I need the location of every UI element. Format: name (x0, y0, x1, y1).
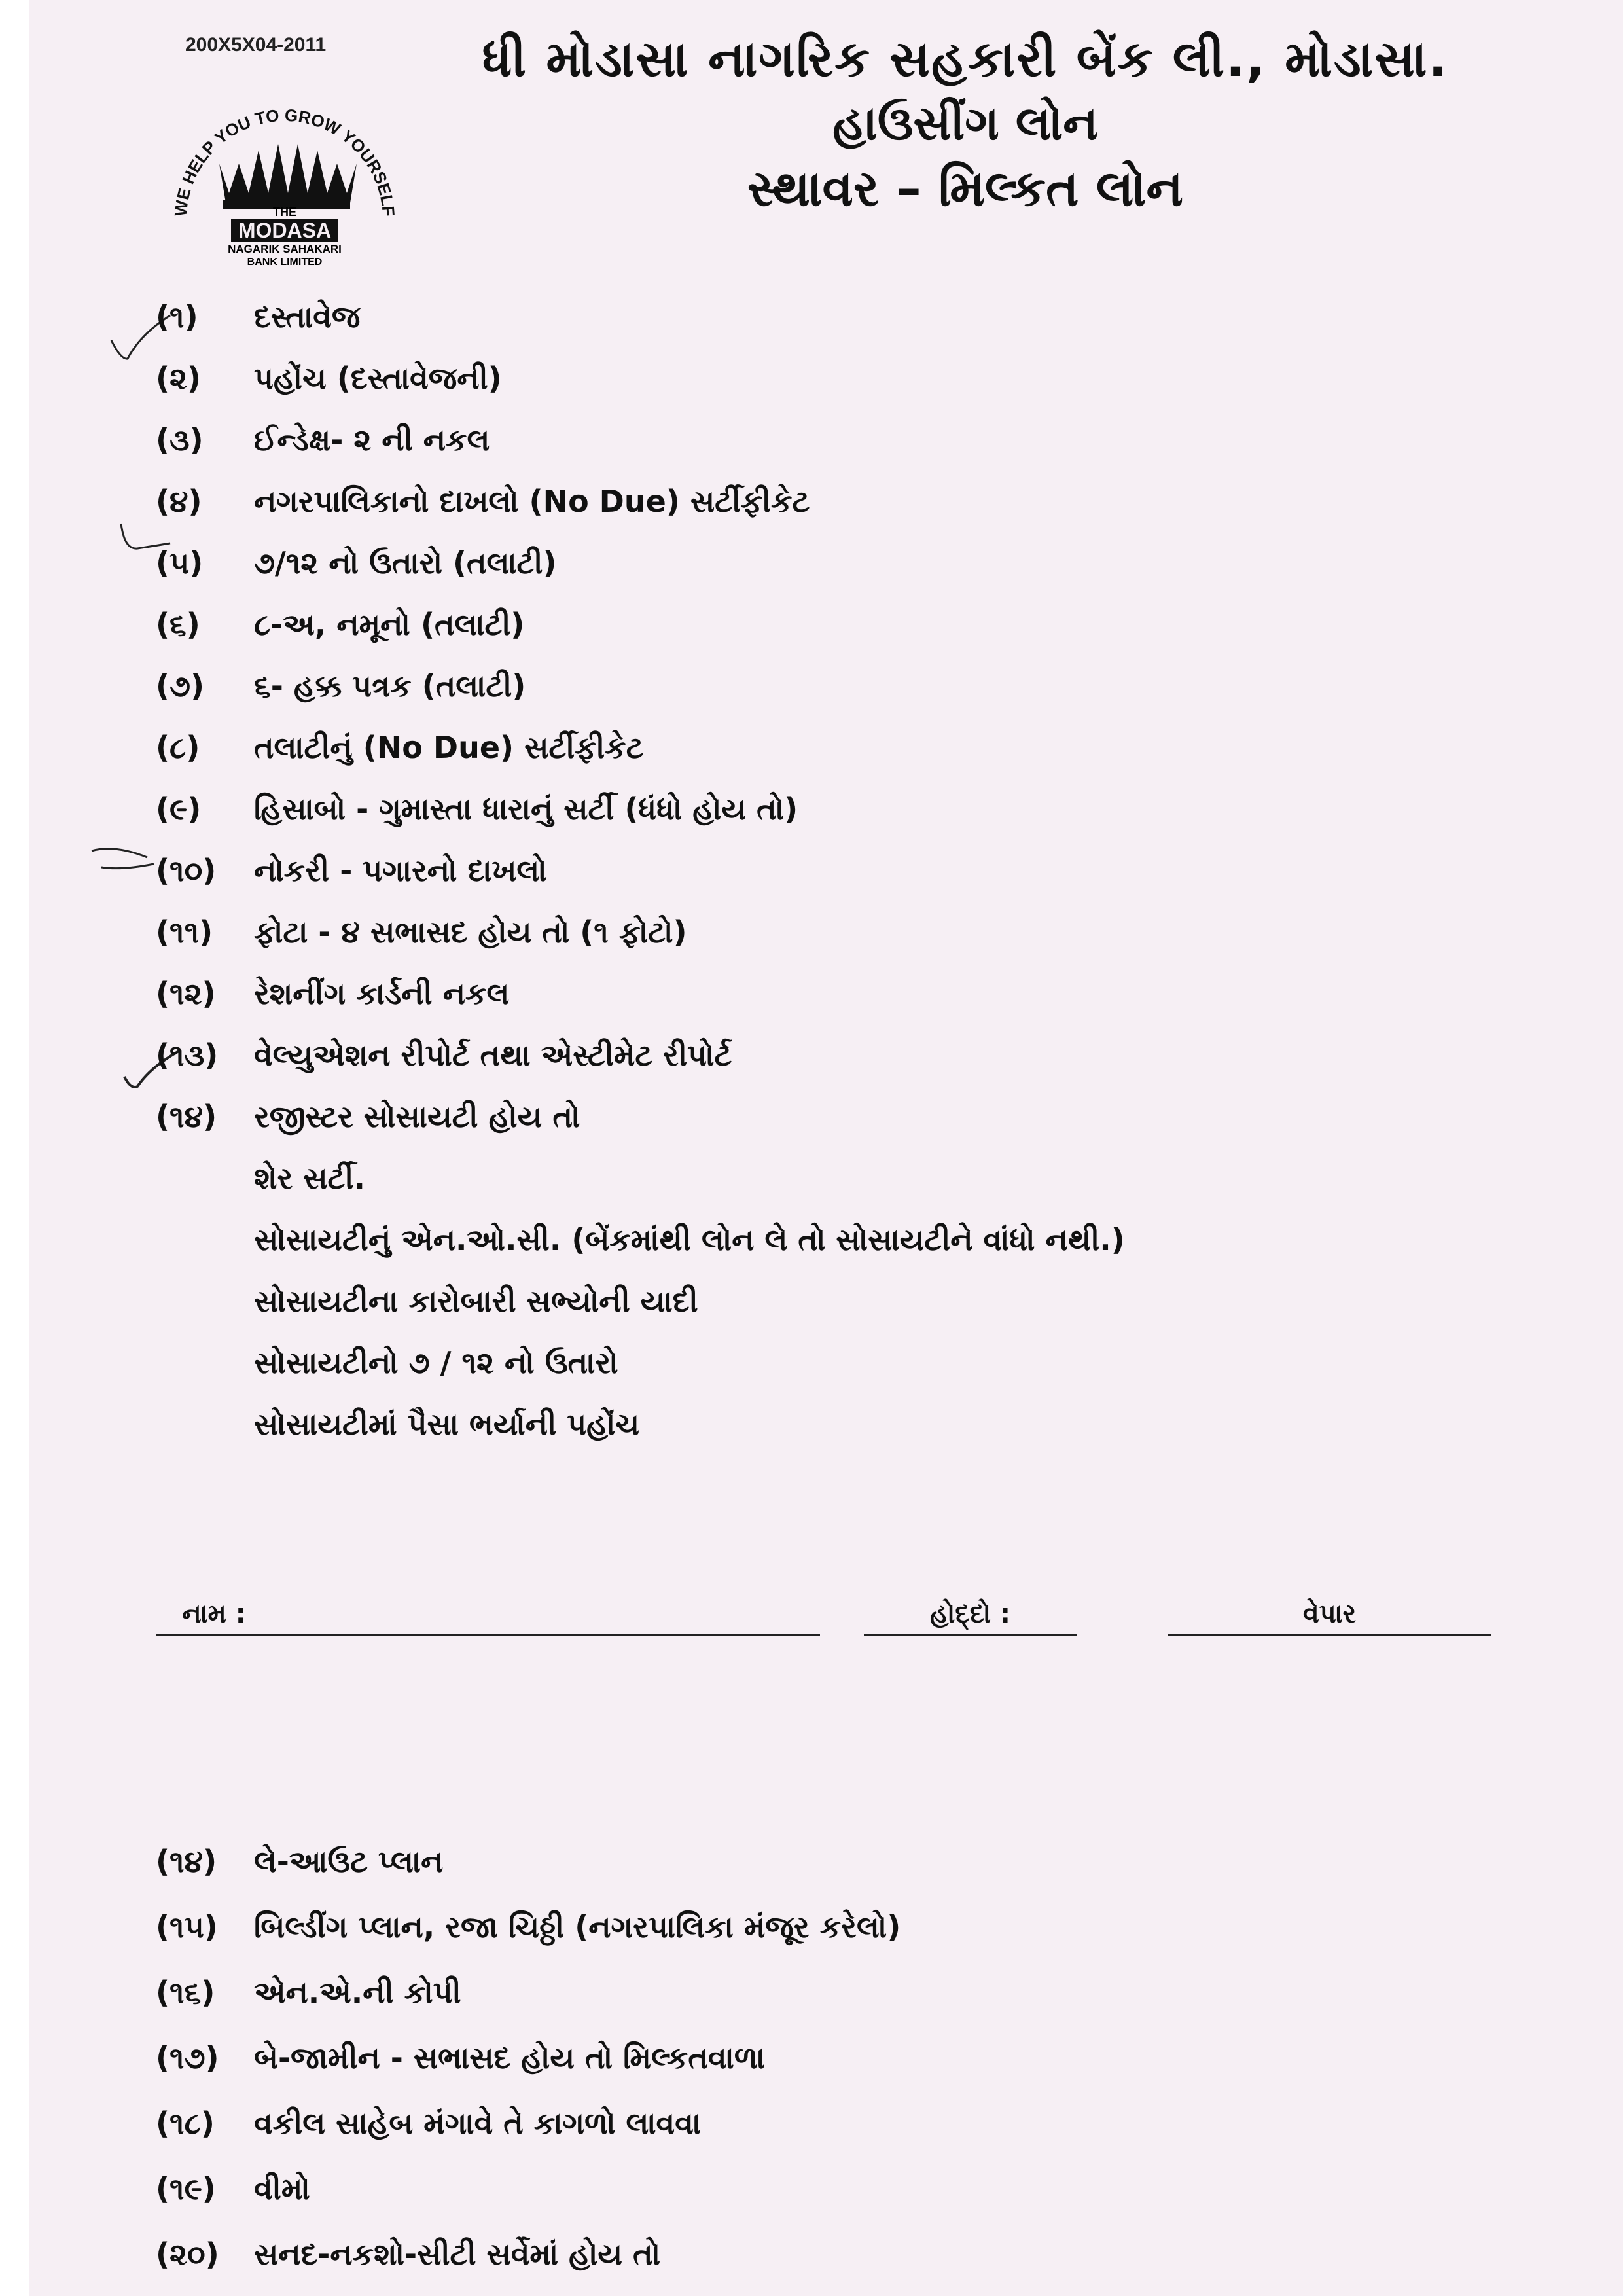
list-item (156, 2029, 765, 2088)
list-item (156, 288, 360, 347)
list-item (156, 780, 798, 839)
list-item (156, 534, 556, 593)
society-subitem: શેર સર્ટી. (254, 1160, 365, 1196)
sunburst-icon (219, 144, 357, 209)
list-item (156, 657, 526, 716)
logo-sub1: NAGARIK SAHAKARI (228, 243, 342, 255)
item-text: પહોંચ (દસ્તાવેજની) (254, 361, 502, 396)
list-item (156, 1088, 580, 1147)
logo-name: MODASA (238, 219, 332, 242)
item-text: નગરપાલિકાનો દાખલો (No Due) સર્ટીફીકેટ (254, 484, 810, 519)
item-number: (૧) (156, 299, 198, 334)
item-text: બે-જામીન - સભાસદ હોય તો મિલ્કતવાળા (254, 2040, 765, 2075)
list-item (156, 2160, 310, 2219)
signature-row (156, 1584, 1491, 1636)
item-number: (૧૫) (156, 1909, 218, 1945)
item-number: (૧૪) (156, 1844, 217, 1879)
name-label: નામ : (182, 1599, 246, 1629)
document-header (393, 26, 1538, 221)
item-text: લે-આઉટ પ્લાન (254, 1844, 444, 1879)
item-text: વીમો (254, 2171, 310, 2206)
list-item (156, 473, 810, 531)
item-text: નોકરી - પગારનો દાખલો (254, 853, 547, 888)
list-item (156, 1833, 443, 1892)
bank-title: ધી મોડાસા નાગરિક સહકારી બેંક લી., મોડાસા. (482, 29, 1449, 88)
scan-page-edge (0, 0, 29, 2296)
item-number: (૭) (156, 668, 205, 704)
item-text: સનદ-નકશો-સીટી સર્વેમાં હોય તો (254, 2236, 661, 2272)
item-text: ૭/૧૨ નો ઉતારો (તલાટી) (254, 545, 557, 581)
item-number: (૧૪) (156, 1099, 217, 1134)
item-text: વકીલ સાહેબ મંગાવે તે કાગળો લાવવા (254, 2106, 702, 2141)
list-item (156, 350, 502, 408)
designation-field (864, 1590, 1077, 1636)
item-number: (૪) (156, 484, 202, 519)
item-number: (૧૦) (156, 853, 217, 888)
list-item (156, 596, 524, 655)
society-subitem: સોસાયટીમાં પૈસા ભર્યાની પહોંચ (254, 1407, 640, 1442)
list-item (156, 411, 490, 470)
item-number: (૧૭) (156, 2040, 219, 2075)
item-number: (૨) (156, 361, 202, 396)
list-item (156, 1898, 901, 1957)
list-item (156, 965, 509, 1024)
item-number: (૫) (156, 545, 204, 581)
item-number: (૧૯) (156, 2171, 216, 2206)
bank-logo (160, 79, 409, 268)
item-number: (૧૬) (156, 1975, 215, 2010)
society-subitem: સોસાયટીનો ૭ / ૧૨ નો ઉતારો (254, 1345, 618, 1380)
form-code: 200X5X04-2011 (185, 34, 327, 56)
society-subitem: સોસાયટીના કારોબારી સભ્યોની યાદી (254, 1283, 698, 1319)
item-text: હિસાબો - ગુમાસ્તા ધારાનું સર્ટી (ધંધો હોય તો) (254, 791, 798, 827)
item-text: તલાટીનું (No Due) સર્ટીફીકેટ (254, 730, 644, 765)
item-number: (૨૦) (156, 2236, 219, 2272)
item-text: બિલ્ડીંગ પ્લાન, રજા ચિઠ્ઠી (નગરપાલિકા મંજૂર કરેલો) (254, 1909, 901, 1945)
property-loan-title: સ્થાવર – મિલ્કત લોન (747, 159, 1184, 217)
item-number: (૧૩) (156, 1037, 219, 1073)
item-number: (૩) (156, 422, 204, 457)
pen-scribble-mark (88, 844, 160, 884)
list-item (156, 2094, 701, 2153)
item-text: ૮-અ, નમૂનો (તલાટી) (254, 607, 525, 642)
item-number: (૧૮) (156, 2106, 215, 2141)
loan-type-title: હાઉસીંગ લોન (832, 96, 1098, 151)
society-subitem: સોસાયટીનું એન.ઓ.સી. (બેંકમાંથી લોન લે તો સોસાયટીને વાંધો નથી.) (254, 1222, 1125, 1257)
name-field (156, 1590, 820, 1636)
item-text: ઈન્ડેક્ષ- ૨ ની નકલ (254, 422, 490, 457)
item-text: દસ્તાવેજ (254, 299, 361, 334)
designation-label: હોદ્દો : (929, 1599, 1011, 1629)
list-item (156, 1964, 461, 2022)
item-text: રજીસ્ટર સોસાયટી હોય તો (254, 1099, 580, 1134)
list-item (156, 903, 687, 962)
list-item (156, 842, 547, 901)
item-text: ૬- હક્ક પત્રક (તલાટી) (254, 668, 526, 704)
item-text: એન.એ.ની કોપી (254, 1975, 461, 2010)
logo-tagline: WE HELP YOU TO GROW YOURSELF (170, 105, 399, 217)
item-number: (૧૧) (156, 914, 213, 950)
list-item (156, 2225, 660, 2284)
business-label: વેપાર (1302, 1599, 1357, 1629)
item-number: (૧૨) (156, 976, 216, 1011)
item-text: ફોટા - ૪ સભાસદ હોય તો (૧ ફોટો) (254, 914, 687, 950)
item-number: (૯) (156, 791, 202, 827)
logo-sub2: BANK LIMITED (247, 257, 323, 268)
item-number: (૬) (156, 607, 200, 642)
item-number: (૮) (156, 730, 200, 765)
item-text: રેશનીંગ કાર્ડની નકલ (254, 976, 510, 1011)
logo-the: THE (273, 206, 296, 219)
list-item (156, 1026, 732, 1085)
item-text: વેલ્યુએશન રીપોર્ટ તથા એસ્ટીમેટ રીપોર્ટ (254, 1037, 732, 1073)
list-item (156, 719, 644, 778)
business-field (1168, 1590, 1491, 1636)
